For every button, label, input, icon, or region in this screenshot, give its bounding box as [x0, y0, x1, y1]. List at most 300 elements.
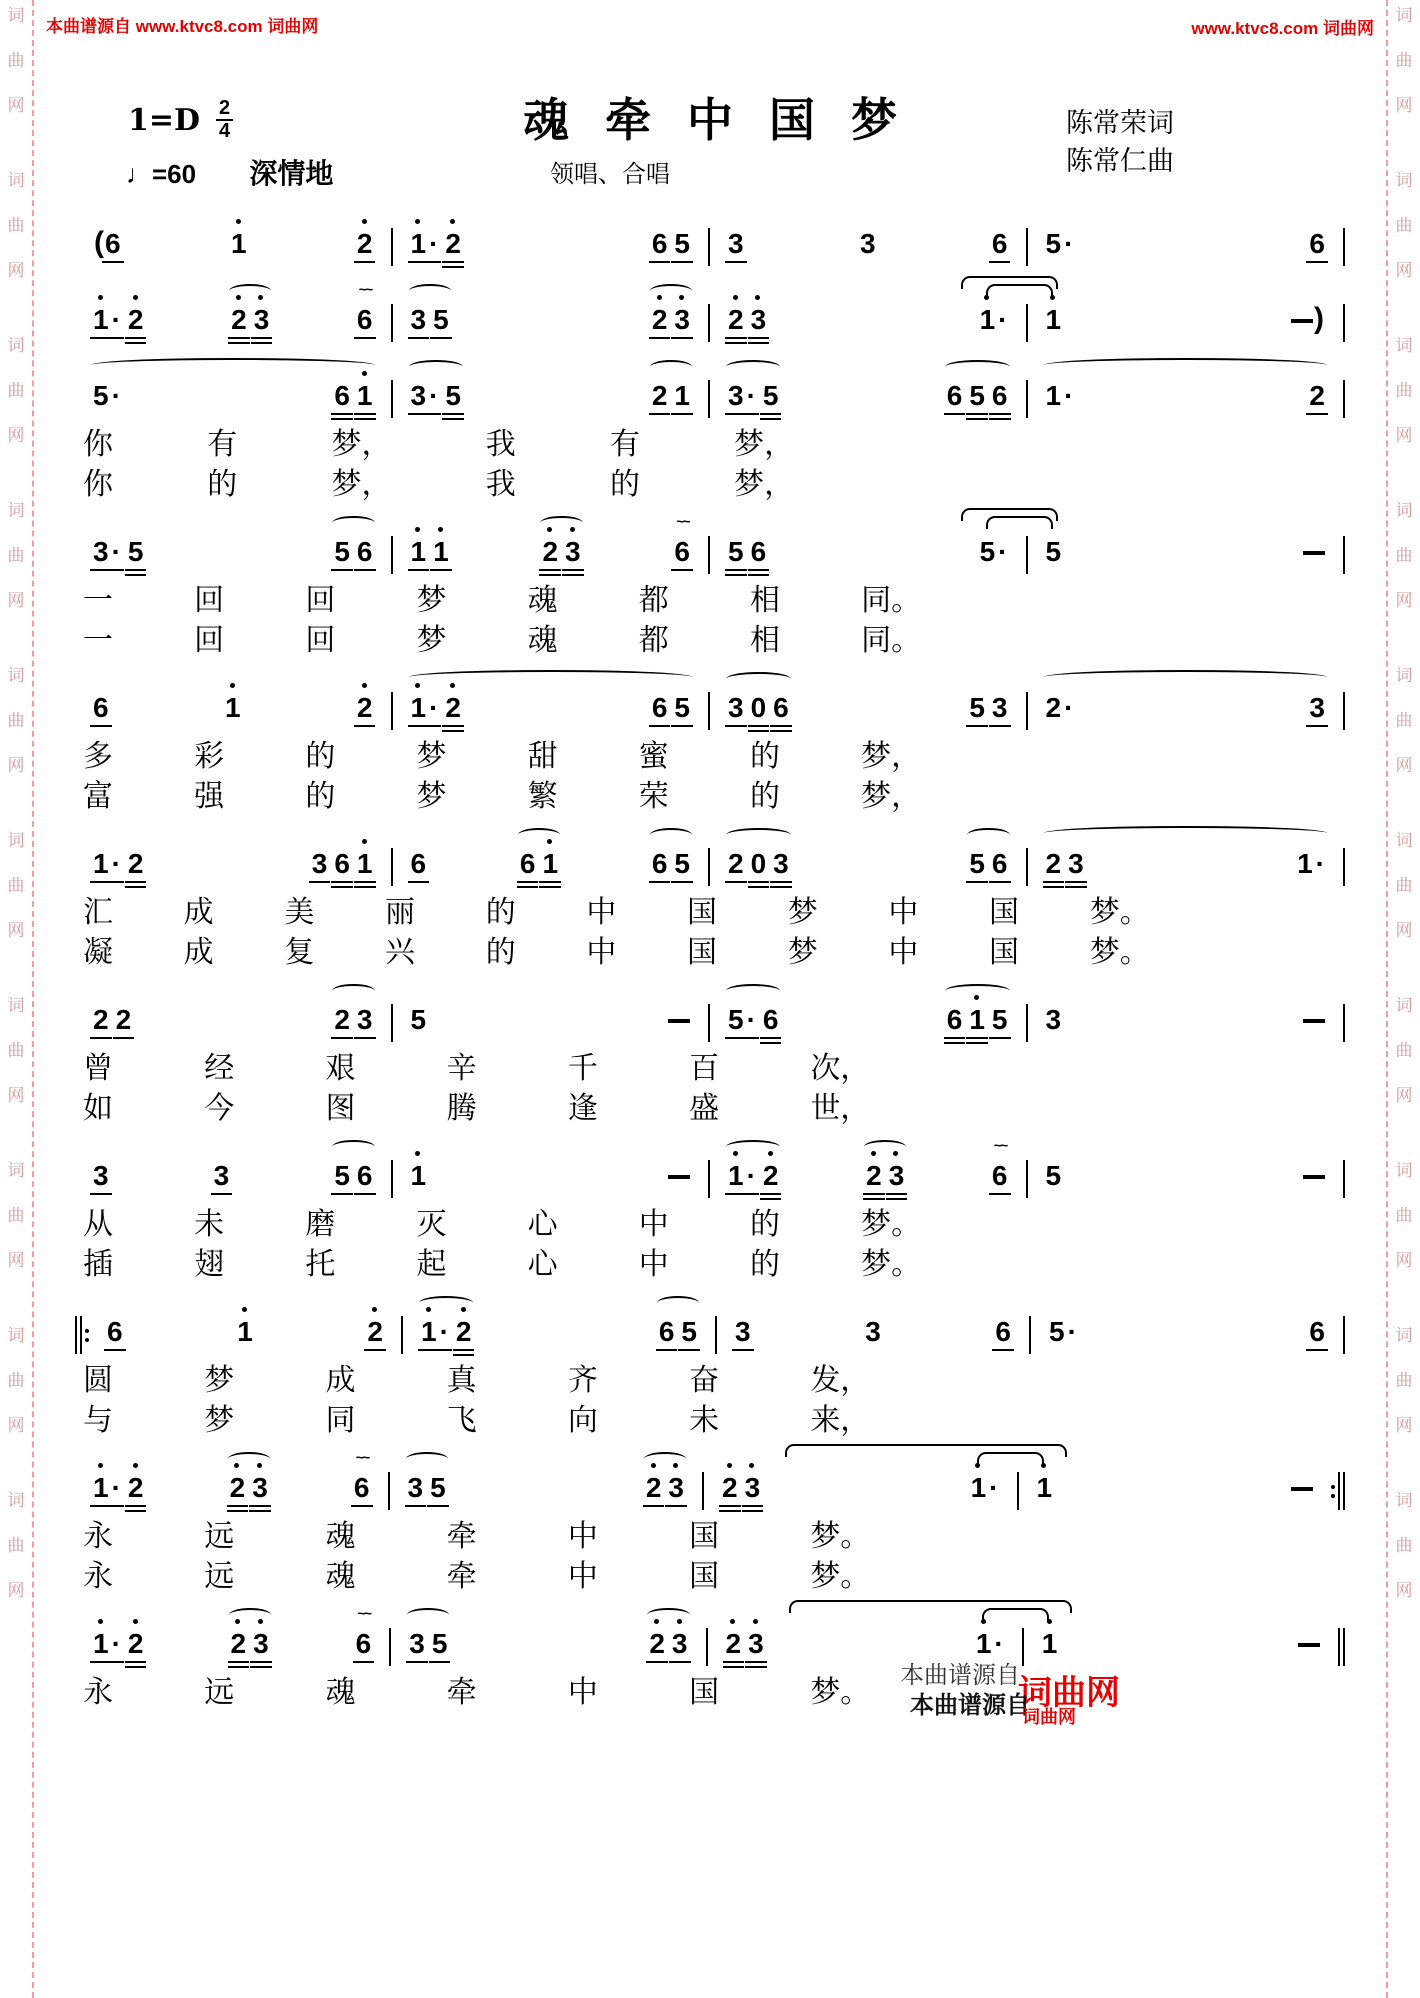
measure — [1028, 1006, 1344, 1034]
note-digit: 3 — [565, 538, 581, 566]
note-digit: 5 — [127, 536, 144, 567]
measure — [1028, 382, 1344, 410]
note — [728, 382, 756, 410]
note-digit: 3 — [773, 848, 789, 879]
augmentation-dot: · — [429, 692, 439, 723]
slur-arc — [409, 670, 693, 684]
note-digit: 2 — [445, 230, 461, 258]
note-digit: 1 — [237, 1318, 253, 1346]
octave-dot — [975, 1463, 980, 1468]
watermark — [900, 1655, 1140, 1735]
underline-eighth — [354, 1037, 376, 1039]
note — [668, 1019, 690, 1034]
note-core — [745, 1474, 761, 1502]
note-group — [991, 1137, 1008, 1191]
note — [253, 1630, 269, 1658]
repeat-start-barline — [75, 1316, 89, 1354]
underline-eighth — [966, 725, 988, 727]
note — [334, 382, 350, 410]
note — [728, 694, 744, 722]
note — [357, 1162, 373, 1190]
lyric-syllable: 未 — [194, 1207, 225, 1242]
note — [237, 1318, 253, 1346]
mordent-ornament: ~~ — [676, 513, 689, 529]
slur-arc — [1044, 826, 1328, 840]
side-watermark-char: 曲 — [7, 1536, 25, 1556]
measure — [75, 538, 391, 566]
barline — [1343, 380, 1345, 418]
lyric-syllable: 国 — [687, 895, 718, 930]
underline-eighth — [656, 1349, 678, 1351]
slur-arc — [1044, 670, 1328, 684]
underline-sixteenth — [331, 418, 353, 420]
note-group — [674, 513, 690, 567]
note-digit: 1 — [411, 538, 427, 566]
barline — [1343, 848, 1345, 886]
note — [1046, 538, 1062, 566]
note-digit: 5 — [1049, 1316, 1065, 1347]
underline-eighth — [211, 1193, 233, 1195]
underline-sixteenth — [748, 730, 770, 732]
lyric-syllable: 国 — [689, 1675, 720, 1710]
augmentation-dot: · — [111, 304, 121, 335]
watermark-text-1: 本曲谱源自 — [900, 1662, 1020, 1689]
note-digit: 6 — [991, 848, 1008, 879]
note-digit: 2 — [93, 1004, 109, 1035]
underline-eighth — [354, 569, 376, 571]
note-digit: 2 — [763, 1162, 779, 1190]
side-watermark-char: 曲 — [1395, 546, 1413, 566]
note-core — [93, 694, 109, 722]
note-group — [1046, 694, 1074, 722]
note-core — [1046, 694, 1074, 722]
note-group — [1049, 1318, 1077, 1346]
underline-eighth — [104, 1349, 126, 1351]
note-core — [1046, 850, 1062, 878]
underline-eighth — [649, 725, 671, 727]
lyric-row — [83, 1558, 870, 1596]
lyric-syllable: 国 — [687, 935, 718, 970]
music-system — [75, 664, 1345, 816]
lyric-syllable: 梦 — [204, 1403, 235, 1438]
underline-eighth — [430, 569, 452, 571]
note — [1291, 1487, 1313, 1502]
note-digit: 6 — [651, 228, 668, 259]
measure — [704, 1474, 1017, 1502]
note — [992, 230, 1008, 258]
lyric-syllable: 梦 — [204, 1363, 235, 1398]
side-watermark-char: 曲 — [1395, 711, 1413, 731]
note-group — [107, 1318, 123, 1346]
note-digit: 5 — [334, 536, 350, 567]
source-credit-top-right: www.ktvc8.com 词曲网 — [1191, 19, 1374, 38]
lyric-syllable: 丽 — [385, 895, 416, 930]
note-digit: 6 ~~ — [353, 1449, 370, 1503]
lyric-row — [83, 1402, 870, 1440]
measure — [75, 228, 391, 258]
notes-row — [75, 1288, 1345, 1360]
note-core — [421, 1318, 449, 1346]
underline-eighth — [723, 1661, 745, 1663]
measure — [75, 1006, 391, 1034]
note-group — [1046, 538, 1062, 566]
note-digit: 1 — [728, 1162, 744, 1190]
note-core — [1037, 1474, 1053, 1502]
note-digit: 3 — [213, 1160, 230, 1191]
underline-eighth — [331, 881, 353, 883]
note-digit: 0 — [750, 848, 767, 879]
note-core — [411, 1006, 427, 1034]
octave-dot — [450, 219, 455, 224]
octave-dot — [749, 1463, 754, 1468]
lyric-syllable: 的 — [305, 779, 336, 814]
underline-eighth — [418, 1349, 452, 1351]
note-core — [430, 1474, 446, 1502]
note-group — [231, 230, 247, 258]
octave-dot — [133, 1463, 138, 1468]
lyric-syllable: 的 — [749, 1247, 780, 1282]
underline-eighth — [671, 881, 693, 883]
note — [334, 1162, 350, 1190]
underline-eighth — [671, 413, 693, 415]
note — [1046, 230, 1074, 258]
augmentation-dot: · — [1064, 228, 1074, 259]
note-core — [865, 1318, 881, 1346]
measure — [710, 306, 1026, 334]
note-digit: 1 — [1042, 1630, 1058, 1658]
notes-row — [75, 1600, 1345, 1672]
note-core — [1046, 538, 1062, 566]
side-watermark-char: 曲 — [7, 711, 25, 731]
octave-dot — [677, 1619, 682, 1624]
underline-sixteenth — [863, 1198, 885, 1200]
note-digit: 5 — [433, 304, 449, 335]
augmentation-dot: · — [746, 1160, 756, 1191]
note — [411, 382, 439, 410]
underline-eighth — [125, 1661, 147, 1663]
lyric-syllable: 梦 — [787, 895, 818, 930]
underline-eighth — [745, 1661, 767, 1663]
measure — [393, 694, 709, 722]
note-core — [357, 694, 373, 722]
lyric-row — [83, 1362, 870, 1400]
note-core — [728, 1162, 756, 1190]
lyric-syllable: 的 — [485, 935, 516, 970]
barline — [1343, 692, 1345, 730]
note — [409, 1630, 425, 1658]
lyric-syllable: 永 — [83, 1559, 113, 1594]
note-digit: 3 — [254, 306, 270, 334]
underline-eighth — [646, 1661, 668, 1663]
note-digit: 2 — [357, 230, 373, 258]
note-group — [411, 850, 427, 878]
underline-eighth — [228, 337, 250, 339]
underline-eighth — [354, 337, 376, 339]
measure — [403, 1318, 715, 1346]
note-digit: 5 — [681, 1316, 697, 1347]
lyric-row — [83, 1206, 921, 1244]
note-digit: 1 — [411, 1162, 427, 1190]
note-core — [728, 850, 744, 878]
notes-row — [75, 508, 1345, 580]
side-watermark-char: 网 — [7, 921, 25, 941]
octave-dot — [679, 295, 684, 300]
lyric-row — [83, 894, 1150, 932]
side-watermark-char: 曲 — [1395, 1371, 1413, 1391]
side-watermark-char: 曲 — [1395, 1536, 1413, 1556]
note-digit: 1 — [93, 1630, 109, 1658]
note — [751, 306, 767, 334]
note-digit: 3 — [859, 228, 876, 259]
note-core — [542, 850, 558, 878]
note-digit: 6 — [105, 228, 121, 259]
note-digit: 6 — [946, 380, 963, 411]
note-core — [254, 306, 270, 334]
lyric-syllable: 圆 — [83, 1363, 113, 1398]
note — [93, 1006, 109, 1034]
note-group — [93, 306, 143, 334]
lyric-syllable: 成 — [183, 935, 214, 970]
lyric-syllable: 中 — [888, 935, 919, 970]
underline-sixteenth — [228, 1666, 250, 1668]
side-watermark-char: 网 — [7, 426, 25, 446]
underline-sixteenth — [251, 342, 273, 344]
note-group — [652, 230, 690, 258]
underline-eighth — [649, 881, 671, 883]
underline-sixteenth — [1043, 886, 1065, 888]
music-system — [75, 1132, 1345, 1284]
side-watermark-char: 曲 — [1395, 1041, 1413, 1061]
side-watermark-char: 词 — [7, 6, 25, 26]
underline-eighth — [966, 1037, 988, 1039]
note-core — [652, 850, 668, 878]
lyric-syllable: 来， — [810, 1403, 871, 1438]
side-watermark-char: 词 — [7, 1491, 25, 1511]
side-watermark-char: 网 — [7, 756, 25, 776]
octave-dot — [438, 527, 443, 532]
note-core — [411, 382, 439, 410]
note-core — [237, 1318, 253, 1346]
underline-eighth — [643, 1505, 665, 1507]
lyric-syllable: 的 — [749, 779, 780, 814]
lyric-syllable: 的 — [749, 739, 780, 774]
octave-dot — [257, 1463, 262, 1468]
note-digit: 6 — [651, 848, 668, 879]
measure — [393, 306, 709, 334]
note — [356, 281, 373, 335]
note — [889, 1162, 905, 1190]
note-group — [93, 538, 143, 566]
note — [411, 1006, 427, 1034]
note-core — [652, 382, 668, 410]
note-core — [976, 1630, 1004, 1658]
underline-eighth — [249, 1505, 271, 1507]
note-digit: 2 — [445, 694, 461, 722]
underline-eighth — [125, 1505, 147, 1507]
note-group — [728, 230, 744, 258]
underline-eighth — [228, 1661, 250, 1663]
note-core — [93, 306, 121, 334]
underline-sixteenth — [1065, 886, 1087, 888]
lyric-syllable: 都 — [638, 583, 669, 618]
note-group — [214, 1162, 230, 1190]
note-core — [652, 230, 668, 258]
note-digit: 3 — [728, 692, 744, 723]
note-group — [1298, 1643, 1320, 1658]
underline-eighth — [649, 261, 671, 263]
lyric-syllable: 复 — [284, 935, 315, 970]
note-digit: 3 — [668, 1474, 684, 1502]
measure — [393, 1006, 709, 1034]
note-core — [93, 1006, 109, 1034]
note-core — [128, 1474, 144, 1502]
note-digit: 3 — [311, 848, 328, 879]
octave-dot — [235, 1619, 240, 1624]
underline-eighth — [671, 569, 693, 571]
underline-eighth — [354, 1193, 376, 1195]
note-digit: 1 — [976, 1630, 992, 1658]
note-core — [668, 1474, 684, 1502]
note — [445, 230, 461, 258]
slur-arc — [332, 516, 374, 530]
side-watermark-char: 网 — [7, 261, 25, 281]
note-core — [93, 1474, 121, 1502]
note-digit: 5 — [430, 1472, 446, 1503]
note-core — [889, 1162, 905, 1190]
lyric-syllable: 梦。 — [810, 1675, 871, 1710]
note-group — [411, 382, 461, 410]
note-group — [668, 1019, 690, 1034]
note-group — [652, 306, 690, 334]
lyric-syllable: 凝 — [83, 935, 113, 970]
lyric-syllable: 牵 — [446, 1559, 477, 1594]
note-core — [253, 1630, 269, 1658]
lyric-syllable: 魂 — [527, 583, 558, 618]
augmentation-dot: · — [111, 536, 121, 567]
octave-dot — [258, 1619, 263, 1624]
lyric-syllable: 梦。 — [1089, 895, 1150, 930]
note — [334, 538, 350, 566]
note-core — [735, 1318, 751, 1346]
octave-dot — [753, 1619, 758, 1624]
note-core — [312, 850, 328, 878]
note-digit: 2 — [728, 848, 744, 879]
side-watermark-char: 曲 — [7, 381, 25, 401]
note-group — [722, 1474, 760, 1502]
note-digit: 1 — [969, 1006, 985, 1034]
octave-dot — [362, 683, 367, 688]
underline-eighth — [562, 569, 584, 571]
octave-dot — [547, 839, 552, 844]
note — [652, 230, 668, 258]
note-group — [93, 1630, 143, 1658]
note-core — [565, 538, 581, 566]
repeat-dots — [1331, 1475, 1335, 1507]
note — [728, 850, 744, 878]
note — [991, 1137, 1008, 1191]
note — [542, 850, 558, 878]
measure — [75, 1162, 391, 1190]
note-core — [411, 306, 427, 334]
side-watermark-char: 词 — [1395, 831, 1413, 851]
lyric-syllable: 奋 — [689, 1363, 720, 1398]
underline-eighth — [251, 337, 273, 339]
note-group — [971, 1474, 999, 1502]
note-group — [980, 306, 1008, 334]
note-digit: 3 — [991, 692, 1008, 723]
note-core — [969, 1006, 985, 1034]
note-core — [1309, 694, 1325, 722]
note — [433, 538, 449, 566]
note-digit: 6 — [991, 228, 1008, 259]
note — [1046, 1006, 1062, 1034]
underline-eighth — [725, 413, 759, 415]
note — [357, 850, 373, 878]
octave-dot — [362, 219, 367, 224]
note-digit: 3 — [1045, 1004, 1062, 1035]
side-watermark-char: 网 — [7, 1581, 25, 1601]
lyric-syllable: 国 — [989, 935, 1020, 970]
note-group — [411, 1162, 427, 1190]
lyric-syllable: 回 — [305, 583, 336, 618]
note-core — [748, 1630, 764, 1658]
side-watermark-char: 词 — [7, 336, 25, 356]
octave-dot — [755, 295, 760, 300]
note-digit: 3 — [735, 1316, 751, 1347]
note — [1046, 382, 1074, 410]
note-digit: 6 — [107, 1316, 123, 1347]
note-digit: 3 — [672, 1630, 688, 1658]
notes-row — [75, 200, 1345, 272]
side-watermark-char: 网 — [1395, 96, 1413, 116]
lyric-syllable: 我 — [485, 467, 516, 502]
note — [674, 513, 690, 567]
note-core — [408, 1474, 424, 1502]
lyric-syllable: 插 — [83, 1247, 113, 1282]
side-watermark-char: 词 — [7, 666, 25, 686]
side-watermark-char: 词 — [1395, 501, 1413, 521]
underline-sixteenth — [125, 1510, 147, 1512]
lyric-syllable: 成 — [325, 1363, 356, 1398]
lyric-syllable: 中 — [638, 1207, 669, 1242]
underline-sixteenth — [944, 1042, 966, 1044]
augmentation-dot: · — [1064, 380, 1074, 411]
note-digit: 5 — [762, 380, 779, 411]
underline-eighth — [649, 337, 671, 339]
note-core — [231, 1630, 247, 1658]
note — [773, 694, 789, 722]
music-system — [75, 1600, 1345, 1712]
note-digit: 3 — [889, 1162, 905, 1190]
augmentation-dot: · — [429, 380, 439, 411]
underline-eighth — [90, 1505, 124, 1507]
source-credit-top-left: 本曲谱源自 www.ktvc8.com 词曲网 — [46, 17, 319, 36]
note — [128, 850, 144, 878]
augmentation-dot: · — [111, 1472, 121, 1503]
note-digit: 3 — [865, 1316, 881, 1347]
note-group — [1309, 1318, 1325, 1346]
note — [728, 538, 744, 566]
augmentation-dot: · — [989, 1472, 999, 1503]
note-core — [1309, 1318, 1325, 1346]
lyric-syllable: 梦， — [331, 427, 392, 462]
note-group — [1037, 1474, 1053, 1502]
octave-dot — [415, 527, 420, 532]
measure — [710, 850, 1026, 878]
lyric-syllable: 梦， — [734, 467, 795, 502]
note-digit: 6 — [410, 848, 427, 879]
note-digit: 2 — [367, 1318, 383, 1346]
